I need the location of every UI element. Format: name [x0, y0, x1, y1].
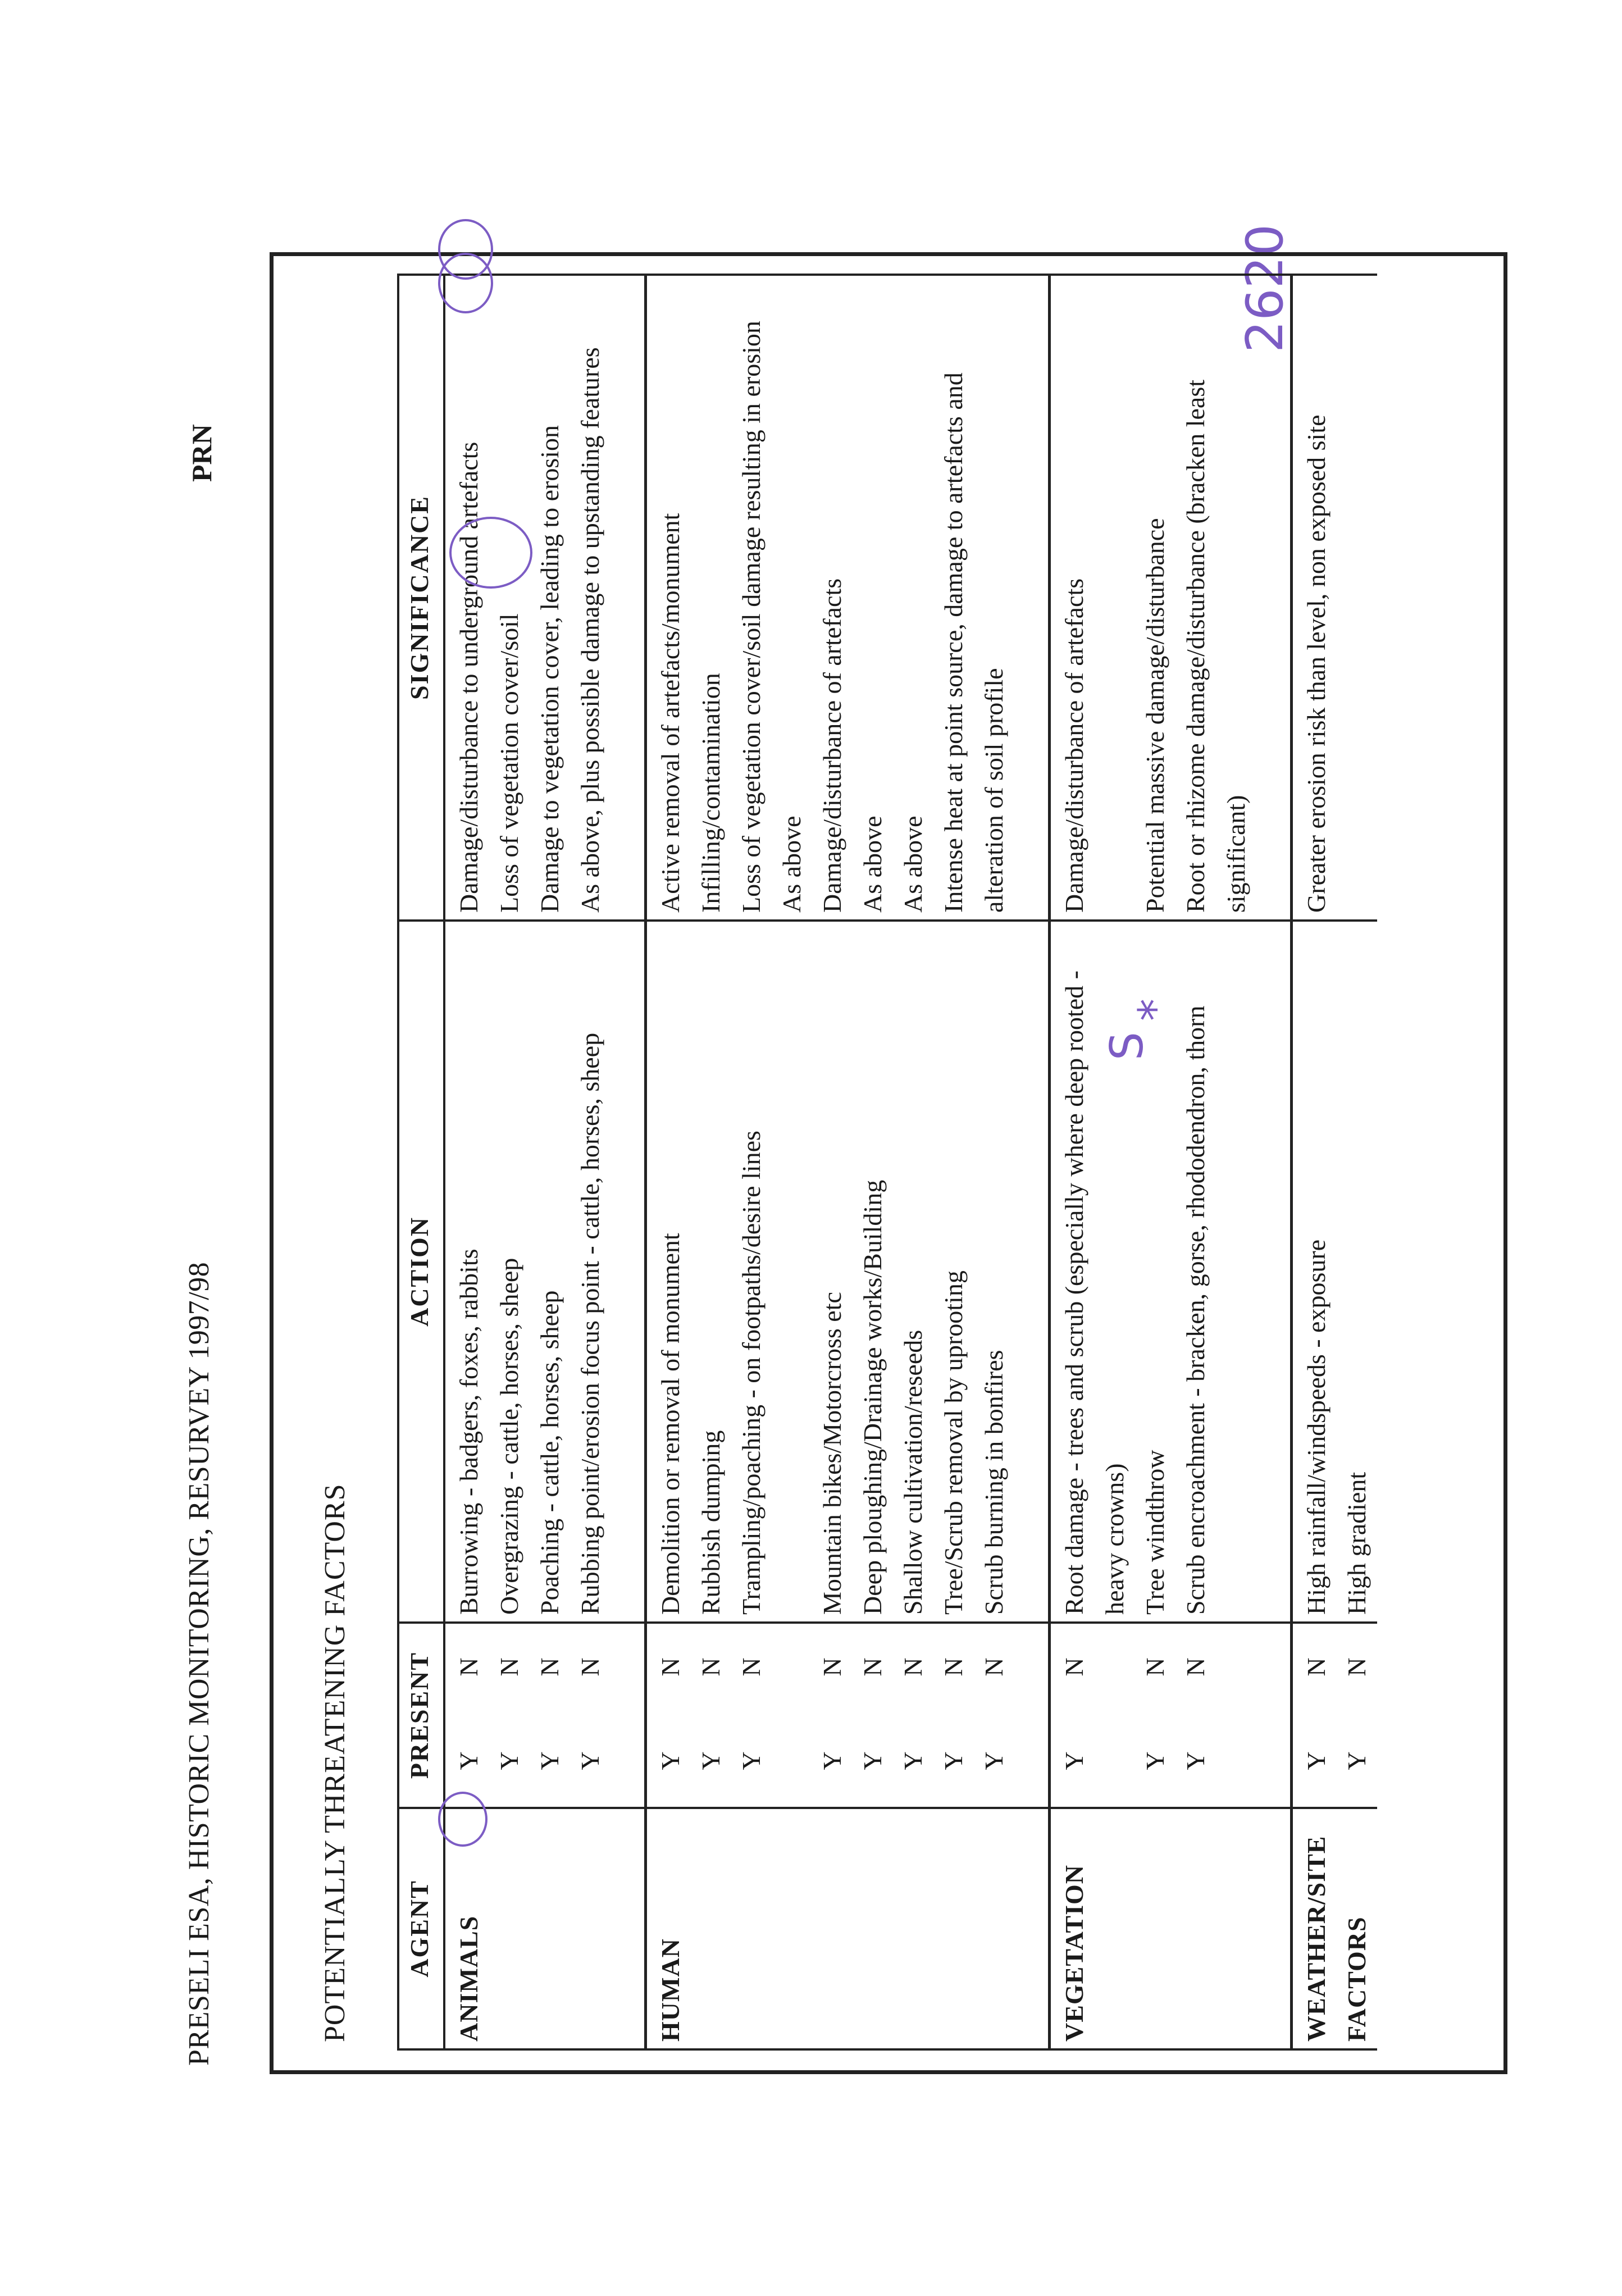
present-no[interactable]: N	[1141, 1657, 1169, 1677]
significance-cell	[444, 275, 646, 921]
handwritten-star-note: *	[1129, 999, 1181, 1021]
present-yes[interactable]: Y	[818, 1751, 846, 1770]
present-no[interactable]: N	[656, 1657, 685, 1677]
action-text: High gradient	[1342, 1472, 1371, 1615]
present-no[interactable]: N	[495, 1657, 523, 1677]
present-yes[interactable]: Y	[495, 1751, 523, 1770]
action-cell	[444, 921, 646, 1623]
present-no[interactable]: N	[899, 1657, 927, 1677]
significance-cell	[1050, 275, 1292, 921]
present-row	[650, 1630, 691, 1800]
present-yes[interactable]: Y	[939, 1751, 968, 1770]
present-no[interactable]: N	[1302, 1657, 1331, 1677]
present-row	[731, 1630, 772, 1800]
present-yes[interactable]: Y	[696, 1751, 725, 1770]
action-text: Trampling/poaching - on footpaths/desire lines	[737, 1131, 766, 1615]
present-no[interactable]: N	[1181, 1657, 1210, 1677]
action-text: Rubbish dumping	[696, 1430, 725, 1615]
present-no[interactable]: N	[1060, 1657, 1088, 1677]
action-text: Mountain bikes/Motorcross etc	[818, 1292, 846, 1615]
action-text: Poaching - cattle, horses, sheep	[535, 1290, 564, 1615]
present-yes[interactable]: Y	[576, 1751, 604, 1770]
significance-text: Infilling/contamination	[696, 673, 725, 913]
significance-text: Intense heat at point source, damage to artefacts and alteration of soil profile	[939, 372, 1008, 913]
agent-cell: VEGETATION	[1050, 1808, 1292, 2049]
present-no[interactable]: N	[696, 1657, 725, 1677]
present-row	[530, 1630, 570, 1800]
present-yes[interactable]: Y	[656, 1751, 685, 1770]
agent-cell: HUMAN	[646, 1808, 1050, 2049]
action-cell	[646, 921, 1050, 1623]
action-cell	[1050, 921, 1292, 1623]
present-cell	[646, 1623, 1050, 1808]
table-group-human	[646, 275, 1050, 2049]
present-cell	[1292, 1623, 1378, 1808]
significance-text: As above	[858, 816, 887, 913]
present-no[interactable]: N	[535, 1657, 564, 1677]
present-cell	[1050, 1623, 1292, 1808]
significance-cell	[1292, 275, 1378, 921]
present-row	[1135, 1630, 1176, 1800]
prn-label: PRN	[186, 424, 217, 482]
present-row	[812, 1630, 853, 1800]
present-yes[interactable]: Y	[1181, 1751, 1210, 1770]
significance-text: Active removal of artefacts/monument	[656, 513, 685, 913]
table-header-row	[398, 275, 444, 2049]
handwritten-s-note: S	[1101, 1032, 1153, 1060]
action-text: Demolition or removal of monument	[656, 1233, 685, 1615]
present-no[interactable]: N	[979, 1657, 1008, 1677]
significance-text: As above	[777, 816, 806, 913]
table-group-weather-site	[1292, 275, 1378, 2049]
significance-text: Greater erosion risk than level, non exposed site	[1302, 414, 1331, 913]
action-cell	[1292, 921, 1378, 1623]
action-text: Scrub encroachment - bracken, gorse, rhododendron, thorn	[1181, 1005, 1210, 1615]
present-row	[1054, 1630, 1095, 1800]
present-row	[853, 1630, 893, 1800]
present-yes[interactable]: Y	[858, 1751, 887, 1770]
present-yes[interactable]: Y	[535, 1751, 564, 1770]
column-header-agent: AGENT	[398, 1808, 444, 2049]
action-text: Deep ploughing/Drainage works/Building	[858, 1179, 887, 1615]
action-text: Burrowing - badgers, foxes, rabbits	[454, 1249, 483, 1615]
present-row	[489, 1630, 530, 1800]
present-yes[interactable]: Y	[1342, 1751, 1371, 1770]
table-group-vegetation	[1050, 275, 1292, 2049]
section-title: POTENTIALLY THREATENING FACTORS	[319, 1483, 351, 2042]
present-row	[691, 1630, 731, 1800]
significance-cell	[646, 275, 1050, 921]
significance-text: Root or rhizome damage/disturbance (bracken least significant)	[1181, 379, 1250, 913]
present-row	[933, 1630, 974, 1800]
pen-circle-mark	[438, 219, 493, 280]
present-yes[interactable]: Y	[899, 1751, 927, 1770]
present-row	[1176, 1630, 1216, 1800]
action-text: Root damage - trees and scrub (especially where deep rooted - heavy crowns)	[1060, 971, 1129, 1615]
present-yes[interactable]: Y	[1060, 1751, 1088, 1770]
column-header-action: ACTION	[398, 921, 444, 1623]
handwritten-prn-number: 2620	[1236, 224, 1295, 353]
pen-circle-mark	[438, 1792, 487, 1847]
action-text: Tree/Scrub removal by uprooting	[939, 1270, 968, 1615]
present-yes[interactable]: Y	[1141, 1751, 1169, 1770]
present-row	[1337, 1630, 1377, 1800]
significance-text: Damage/disturbance to underground artefacts	[454, 441, 483, 913]
threat-factors-table	[397, 274, 1377, 2051]
present-cell	[444, 1623, 646, 1808]
present-row	[893, 1630, 933, 1800]
action-text: Shallow cultivation/reseeds	[899, 1329, 927, 1615]
significance-text: Damage/disturbance of artefacts	[818, 578, 846, 913]
significance-text: As above	[899, 816, 927, 913]
present-no[interactable]: N	[939, 1657, 968, 1677]
action-text: Tree windthrow	[1141, 1450, 1169, 1615]
present-no[interactable]: N	[1342, 1657, 1371, 1677]
significance-text: Damage/disturbance of artefacts	[1060, 578, 1088, 913]
present-yes[interactable]: Y	[737, 1751, 766, 1770]
action-text: Scrub burning in bonfires	[979, 1350, 1008, 1615]
present-no[interactable]: N	[576, 1657, 604, 1677]
present-row	[1296, 1630, 1337, 1800]
present-no[interactable]: N	[858, 1657, 887, 1677]
pen-circle-mark	[449, 517, 532, 589]
column-header-significance: SIGNIFICANCE	[398, 275, 444, 921]
action-text: Overgrazing - cattle, horses, sheep	[495, 1258, 523, 1615]
significance-text: As above, plus possible damage to upstanding features	[576, 347, 604, 913]
significance-text: Loss of vegetation cover/soil damage resulting in erosion	[737, 321, 766, 913]
present-no[interactable]: N	[818, 1657, 846, 1677]
action-text: High rainfall/windspeeds - exposure	[1302, 1239, 1331, 1615]
present-row	[570, 1630, 610, 1800]
significance-text: Loss of vegetation cover/soil	[495, 613, 523, 913]
agent-cell: ANIMALS	[444, 1808, 646, 2049]
significance-text: Potential massive damage/disturbance	[1141, 518, 1169, 913]
significance-text	[1337, 283, 1377, 913]
present-no[interactable]: N	[737, 1657, 766, 1677]
present-yes[interactable]: Y	[454, 1751, 483, 1770]
present-row	[974, 1630, 1014, 1800]
significance-text: Damage to vegetation cover, leading to erosion	[535, 425, 564, 913]
document-title: PRESELI ESA, HISTORIC MONITORING, RESURVEY 1997/98	[183, 1261, 215, 2066]
action-text: Rubbing point/erosion focus point - cattle, horses, sheep	[576, 1032, 604, 1615]
agent-cell: WEATHER/SITE FACTORS	[1292, 1808, 1378, 2049]
present-row	[449, 1630, 489, 1800]
column-header-present: PRESENT	[398, 1623, 444, 1808]
present-no[interactable]: N	[454, 1657, 483, 1677]
present-yes[interactable]: Y	[979, 1751, 1008, 1770]
present-yes[interactable]: Y	[1302, 1751, 1331, 1770]
